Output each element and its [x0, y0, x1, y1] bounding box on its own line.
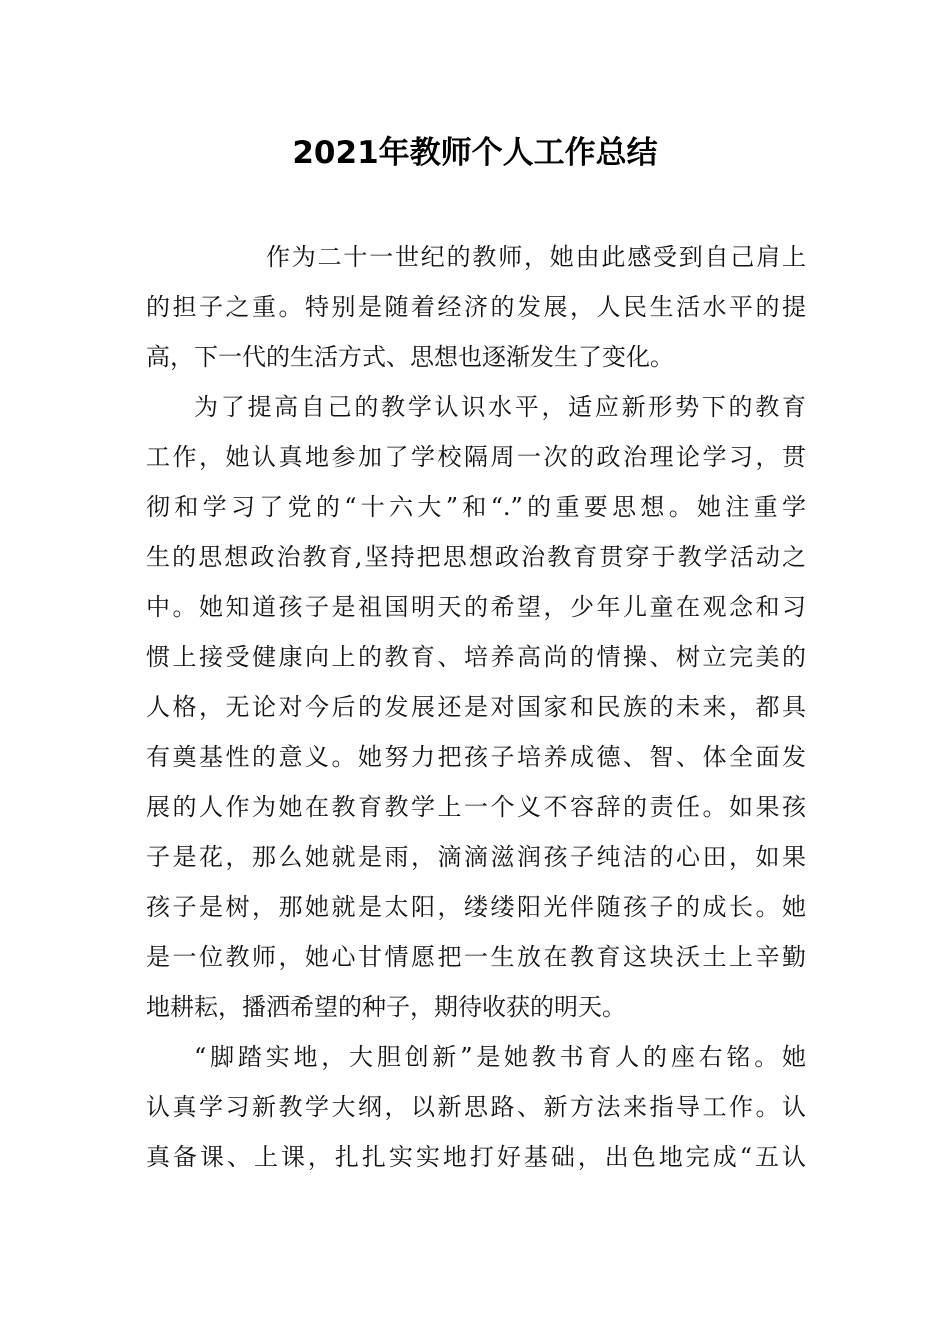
paragraph-line: 生的思想政治教育,坚持把思想政治教育贯穿于教学活动之: [146, 543, 806, 571]
paragraph-line: 展的人作为她在教育教学上一个义不容辞的责任。如果孩: [146, 793, 806, 821]
paragraph-line: 地耕耘，播洒希望的种子，期待收获的明天。: [146, 993, 626, 1021]
paragraph-line: 子是花，那么她就是雨，滴滴滋润孩子纯洁的心田，如果: [146, 843, 806, 871]
paragraph-line: 的担子之重。特别是随着经济的发展，人民生活水平的提: [146, 293, 806, 321]
paragraph-line: 惯上接受健康向上的教育、培养高尚的情操、树立完美的: [146, 643, 806, 671]
paragraph-line: 高，下一代的生活方式、思想也逐渐发生了变化。: [146, 343, 674, 371]
paragraph-line: 作为二十一世纪的教师，她由此感受到自己肩上: [266, 243, 806, 271]
paragraph-line: “脚踏实地，大胆创新”是她教书育人的座右铭。她: [194, 1043, 806, 1071]
paragraph-line: 为了提高自己的教学认识水平，适应新形势下的教育: [194, 393, 806, 421]
paragraph-line: 工作，她认真地参加了学校隔周一次的政治理论学习，贯: [146, 443, 806, 471]
paragraph-line: 是一位教师，她心甘情愿把一生放在教育这块沃土上辛勤: [146, 943, 806, 971]
paragraph-line: 孩子是树，那她就是太阳，缕缕阳光伴随孩子的成长。她: [146, 893, 806, 921]
paragraph-line: 有奠基性的意义。她努力把孩子培养成德、智、体全面发: [146, 743, 806, 771]
paragraph-line: 中。她知道孩子是祖国明天的希望，少年儿童在观念和习: [146, 593, 806, 621]
paragraph-2: [146, 382, 806, 1032]
paragraph-3: [146, 1032, 806, 1182]
paragraph-line: 真备课、上课，扎扎实实地打好基础，出色地完成“五认: [146, 1143, 806, 1171]
paragraph-line: 认真学习新教学大纲，以新思路、新方法来指导工作。认: [146, 1093, 806, 1121]
paragraph-1: [146, 232, 806, 382]
document-title: 2021年教师个人工作总结: [292, 135, 658, 171]
paragraph-line: 人格，无论对今后的发展还是对国家和民族的未来，都具: [146, 693, 806, 721]
paragraph-line: 彻和学习了党的“十六大”和“.”的重要思想。她注重学: [146, 493, 806, 521]
document-body: [146, 232, 806, 1182]
